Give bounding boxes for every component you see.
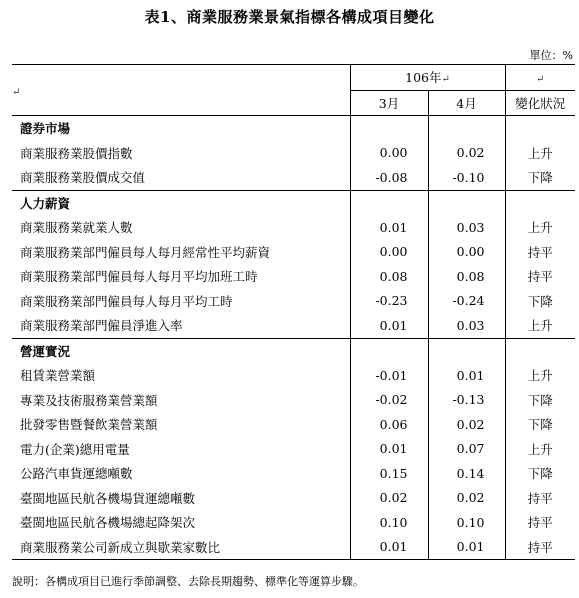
table-row: [12, 412, 575, 437]
section-blank-m2: [428, 338, 505, 363]
footnote: 說明：各構成項目已進行季節調整、去除長期趨勢、標準化等運算步驟。: [12, 575, 364, 588]
section-blank-trend: [505, 338, 575, 363]
section-name-text: 營運實況: [20, 343, 71, 359]
row-trend: 上升: [505, 313, 575, 338]
header-month-2: 4月: [428, 90, 505, 116]
row-value-m2: 0.02: [428, 412, 505, 437]
row-label: 商業服務業部門僱員淨進入率: [20, 318, 183, 334]
row-value-m2: 0.01: [428, 535, 505, 560]
row-trend: 下降: [505, 412, 575, 437]
row-trend: 持平: [505, 240, 575, 265]
section-blank-trend: [505, 116, 575, 141]
row-label: 臺閩地區民航各機場總起降架次: [20, 515, 196, 531]
row-value-m2: 0.02: [428, 486, 505, 511]
section-name: [12, 338, 350, 363]
row-trend: 下降: [505, 388, 575, 413]
header-blank-change: [505, 65, 575, 91]
section-blank-m1: [350, 190, 428, 215]
table-row: [12, 215, 575, 240]
table-row: [12, 388, 575, 413]
row-value-m2: -0.10: [428, 165, 505, 190]
row-value-m1: -0.01: [350, 363, 428, 388]
row-label: 商業服務業就業人數: [20, 220, 133, 236]
table-title: 表1、商業服務業景氣指標各構成項目變化: [144, 8, 435, 26]
row-value-m2: 0.00: [428, 240, 505, 265]
section-name-text: 人力薪資: [20, 195, 71, 211]
indicator-table: [12, 64, 575, 560]
table-row: [12, 535, 575, 560]
row-value-m1: 0.15: [350, 461, 428, 486]
row-trend: 下降: [505, 289, 575, 314]
header-month-1: 3月: [350, 90, 428, 116]
table-row: [12, 486, 575, 511]
row-trend: 持平: [505, 535, 575, 560]
row-label: 商業服務業部門僱員每人每月平均加班工時: [20, 269, 258, 285]
section-name: [12, 190, 350, 215]
section-blank-m1: [350, 116, 428, 141]
row-trend: 持平: [505, 510, 575, 535]
row-label: 電力(企業)總用電量: [20, 441, 130, 457]
row-value-m1: 0.01: [350, 215, 428, 240]
row-label: 商業服務業部門僱員每人每月經常性平均薪資: [20, 244, 271, 260]
row-value-m1: -0.02: [350, 388, 428, 413]
table-row: [12, 165, 575, 190]
section-name: [12, 116, 350, 141]
row-trend: 持平: [505, 264, 575, 289]
table-row: [12, 461, 575, 486]
row-value-m1: 0.01: [350, 535, 428, 560]
section-blank-m2: [428, 116, 505, 141]
table-row: [12, 289, 575, 314]
row-value-m1: 0.00: [350, 141, 428, 166]
row-trend: 持平: [505, 486, 575, 511]
table-row: [12, 363, 575, 388]
row-value-m2: 0.03: [428, 313, 505, 338]
header-year: 106年↵: [350, 65, 505, 91]
row-value-m2: 0.01: [428, 363, 505, 388]
row-label: 專業及技術服務業營業額: [20, 392, 158, 408]
row-value-m2: 0.14: [428, 461, 505, 486]
row-trend: 下降: [505, 461, 575, 486]
section-name-text: 證券市場: [20, 121, 71, 137]
row-trend: 上升: [505, 141, 575, 166]
table-row: [12, 141, 575, 166]
row-value-m1: 0.01: [350, 313, 428, 338]
row-value-m2: 0.07: [428, 437, 505, 462]
row-value-m1: 0.06: [350, 412, 428, 437]
row-label: 商業服務業部門僱員每人每月平均工時: [20, 293, 233, 309]
row-value-m2: -0.24: [428, 289, 505, 314]
table-row: [12, 240, 575, 265]
row-trend: 下降: [505, 165, 575, 190]
row-label: 商業服務業股價成交值: [20, 170, 146, 186]
section-header-row: [12, 190, 575, 215]
row-value-m1: 0.00: [350, 240, 428, 265]
section-blank-m1: [350, 338, 428, 363]
section-header-row: [12, 116, 575, 141]
row-trend: 上升: [505, 363, 575, 388]
section-blank-m2: [428, 190, 505, 215]
row-label: 租賃業營業額: [20, 368, 96, 384]
row-trend: 上升: [505, 215, 575, 240]
table-row: [12, 313, 575, 338]
section-blank-trend: [505, 190, 575, 215]
row-value-m1: 0.02: [350, 486, 428, 511]
row-value-m1: -0.08: [350, 165, 428, 190]
paragraph-mark-icon: ↵: [441, 74, 450, 86]
row-value-m2: 0.03: [428, 215, 505, 240]
header-blank-cell: [12, 65, 350, 116]
paragraph-mark-icon: ↵: [536, 73, 545, 85]
paragraph-mark-icon: ↵: [12, 86, 21, 98]
row-label: 商業服務業公司新成立與歇業家數比: [12, 535, 350, 560]
table-row: [12, 264, 575, 289]
header-change: 變化狀況: [505, 90, 575, 116]
row-value-m1: 0.01: [350, 437, 428, 462]
row-label: 批發零售暨餐飲業營業額: [20, 417, 158, 433]
table-body: [12, 116, 575, 560]
row-value-m2: 0.08: [428, 264, 505, 289]
unit-label: 單位：%: [529, 49, 573, 62]
row-label: 公路汽車貨運總噸數: [20, 466, 133, 482]
row-value-m1: -0.23: [350, 289, 428, 314]
table-row: [12, 437, 575, 462]
section-header-row: [12, 338, 575, 363]
row-value-m2: 0.02: [428, 141, 505, 166]
row-label: 商業服務業股價指數: [20, 145, 133, 161]
row-value-m2: 0.10: [428, 510, 505, 535]
row-value-m2: -0.13: [428, 388, 505, 413]
row-trend: 上升: [505, 437, 575, 462]
row-value-m1: 0.10: [350, 510, 428, 535]
row-label: 臺閩地區民航各機場貨運總噸數: [20, 490, 196, 506]
table-row: [12, 510, 575, 535]
row-value-m1: 0.08: [350, 264, 428, 289]
